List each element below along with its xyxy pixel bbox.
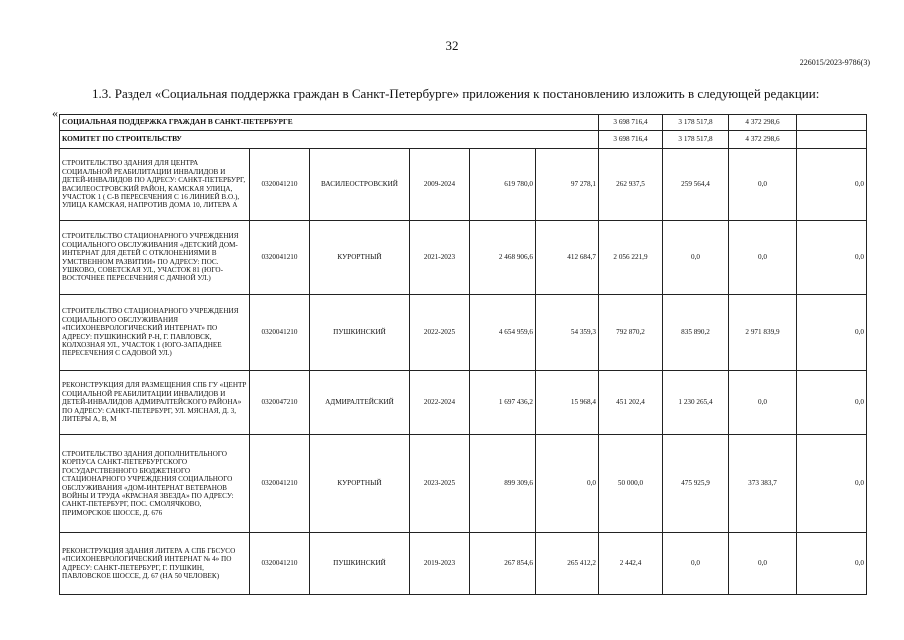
year-3-amount: 2 971 839,9: [729, 295, 797, 371]
district: КУРОРТНЫЙ: [310, 435, 410, 533]
year-1-amount: 451 202,4: [599, 371, 663, 435]
period: 2023-2025: [410, 435, 470, 533]
year-1-amount: 792 870,2: [599, 295, 663, 371]
budget-code: 0320041210: [250, 149, 310, 221]
object-name: СТРОИТЕЛЬСТВО ЗДАНИЯ ДЛЯ ЦЕНТРА СОЦИАЛЬНОЙ РЕАБИЛИТАЦИИ ИНВАЛИДОВ И ДЕТЕЙ-ИНВАЛИДОВ ПО АДРЕСУ: САНКТ-ПЕТЕРБУРГ, ВАСИЛЕОСТРОВСКИЙ РАЙОН, КАМСКАЯ УЛИЦА, УЧАСТОК 1 ( С-В ПЕРЕСЕЧЕНИЯ С 16 ЛИНИЕЙ В.О.), УЛИЦА КАМСКАЯ, НАПРОТИВ ДОМА 10, ЛИТЕРА А: [60, 149, 250, 221]
budget-code: 0320041210: [250, 295, 310, 371]
committee-total-3: 4 372 298,6: [729, 131, 797, 149]
year-3-amount: 0,0: [729, 149, 797, 221]
table-row: [60, 221, 867, 295]
year-1-amount: 50 000,0: [599, 435, 663, 533]
prior-funding: 54 359,3: [536, 295, 599, 371]
section-row: [60, 115, 867, 131]
intro-text: 1.3. Раздел «Социальная поддержка граждан в Санкт-Петербурге» приложения к постановлению изложить в следующей редакции:: [92, 86, 820, 101]
period: 2009-2024: [410, 149, 470, 221]
table-row: [60, 149, 867, 221]
budget-code: 0320041210: [250, 435, 310, 533]
district: ПУШКИНСКИЙ: [310, 295, 410, 371]
page-number: 32: [445, 38, 459, 53]
budget-code: 0320047210: [250, 371, 310, 435]
year-4-amount: 0,0: [797, 221, 867, 295]
prior-funding: 412 684,7: [536, 221, 599, 295]
committee-total-4: [797, 131, 867, 149]
estimated-cost: 4 654 959,6: [470, 295, 536, 371]
period: 2021-2023: [410, 221, 470, 295]
prior-funding: 0,0: [536, 435, 599, 533]
district: ВАСИЛЕОСТРОВСКИЙ: [310, 149, 410, 221]
year-2-amount: 835 890,2: [663, 295, 729, 371]
period: 2022-2025: [410, 295, 470, 371]
year-3-amount: 373 383,7: [729, 435, 797, 533]
year-4-amount: 0,0: [797, 435, 867, 533]
prior-funding: 265 412,2: [536, 533, 599, 595]
year-2-amount: 259 564,4: [663, 149, 729, 221]
section-total-2: 3 178 517,8: [663, 115, 729, 131]
committee-row: [60, 131, 867, 149]
investment-table: [59, 114, 867, 595]
year-2-amount: 0,0: [663, 533, 729, 595]
estimated-cost: 1 697 436,2: [470, 371, 536, 435]
year-2-amount: 475 925,9: [663, 435, 729, 533]
period: 2022-2024: [410, 371, 470, 435]
object-name: СТРОИТЕЛЬСТВО СТАЦИОНАРНОГО УЧРЕЖДЕНИЯ СОЦИАЛЬНОГО ОБСЛУЖИВАНИЯ «ДЕТСКИЙ ДОМ-ИНТЕРНАТ ДЛЯ ДЕТЕЙ С ОТКЛОНЕНИЯМИ В УМСТВЕННОМ РАЗВИТИИ» ПО АДРЕСУ: ПОС. УШКОВО, СОВЕТСКАЯ УЛ., УЧАСТОК 81 (ЮГО-ВОСТОЧНЕЕ ПЕРЕСЕЧЕНИЯ С ДАЧНОЙ УЛ.): [60, 221, 250, 295]
table-row: [60, 435, 867, 533]
section-total-1: 3 698 716,4: [599, 115, 663, 131]
district: ПУШКИНСКИЙ: [310, 533, 410, 595]
year-2-amount: 1 230 265,4: [663, 371, 729, 435]
district: КУРОРТНЫЙ: [310, 221, 410, 295]
estimated-cost: 899 309,6: [470, 435, 536, 533]
year-1-amount: 2 056 221,9: [599, 221, 663, 295]
estimated-cost: 267 854,6: [470, 533, 536, 595]
budget-code: 0320041210: [250, 221, 310, 295]
section-total-4: [797, 115, 867, 131]
year-1-amount: 262 937,5: [599, 149, 663, 221]
estimated-cost: 619 780,0: [470, 149, 536, 221]
section-total-3: 4 372 298,6: [729, 115, 797, 131]
section-title: СОЦИАЛЬНАЯ ПОДДЕРЖКА ГРАЖДАН В САНКТ-ПЕТЕРБУРГЕ: [60, 115, 599, 131]
year-4-amount: 0,0: [797, 295, 867, 371]
district: АДМИРАЛТЕЙСКИЙ: [310, 371, 410, 435]
prior-funding: 15 968,4: [536, 371, 599, 435]
year-3-amount: 0,0: [729, 371, 797, 435]
year-4-amount: 0,0: [797, 371, 867, 435]
year-3-amount: 0,0: [729, 221, 797, 295]
object-name: РЕКОНСТРУКЦИЯ ДЛЯ РАЗМЕЩЕНИЯ СПБ ГУ «ЦЕНТР СОЦИАЛЬНОЙ РЕАБИЛИТАЦИИ ИНВАЛИДОВ И ДЕТЕЙ-ИНВАЛИДОВ АДМИРАЛТЕЙСКОГО РАЙОНА» ПО АДРЕСУ: САНКТ-ПЕТЕРБУРГ, УЛ. МЯСНАЯ, Д. 3, ЛИТЕРЫ А, В, М: [60, 371, 250, 435]
year-2-amount: 0,0: [663, 221, 729, 295]
object-name: СТРОИТЕЛЬСТВО СТАЦИОНАРНОГО УЧРЕЖДЕНИЯ СОЦИАЛЬНОГО ОБСЛУЖИВАНИЯ «ПСИХОНЕВРОЛОГИЧЕСКИЙ ИНТЕРНАТ» ПО АДРЕСУ: ПУШКИНСКИЙ Р-Н, Г. ПАВЛОВСК, КОЛХОЗНАЯ УЛ., УЧАСТОК 1 (ЮГО-ЗАПАДНЕЕ ПЕРЕСЕЧЕНИЯ С САДОВОЙ УЛ.): [60, 295, 250, 371]
budget-code: 0320041210: [250, 533, 310, 595]
table-row: [60, 533, 867, 595]
object-name: СТРОИТЕЛЬСТВО ЗДАНИЯ ДОПОЛНИТЕЛЬНОГО КОРПУСА САНКТ-ПЕТЕРБУРГСКОГО ГОСУДАРСТВЕННОГО БЮДЖЕТНОГО СТАЦИОНАРНОГО УЧРЕЖДЕНИЯ СОЦИАЛЬНОГО ОБСЛУЖИВАНИЯ «ДОМ-ИНТЕРНАТ ВЕТЕРАНОВ ВОЙНЫ И ТРУДА «КРАСНАЯ ЗВЕЗДА» ПО АДРЕСУ: САНКТ-ПЕТЕРБУРГ, ПОС. СМОЛЯЧКОВО, ПРИМОРСКОЕ ШОССЕ, Д. 676: [60, 435, 250, 533]
year-1-amount: 2 442,4: [599, 533, 663, 595]
period: 2019-2023: [410, 533, 470, 595]
table-row: [60, 371, 867, 435]
table-row: [60, 295, 867, 371]
prior-funding: 97 278,1: [536, 149, 599, 221]
object-name: РЕКОНСТРУКЦИЯ ЗДАНИЯ ЛИТЕРА А СПБ ГБСУСО «ПСИХОНЕВРОЛОГИЧЕСКИЙ ИНТЕРНАТ № 4» ПО АДРЕСУ: САНКТ-ПЕТЕРБУРГ, Г. ПУШКИН, ПАВЛОВСКОЕ ШОССЕ, Д. 67 (НА 50 ЧЕЛОВЕК): [60, 533, 250, 595]
committee-total-2: 3 178 517,8: [663, 131, 729, 149]
year-4-amount: 0,0: [797, 149, 867, 221]
quote-mark: «: [52, 106, 58, 120]
estimated-cost: 2 468 906,6: [470, 221, 536, 295]
committee-total-1: 3 698 716,4: [599, 131, 663, 149]
year-4-amount: 0,0: [797, 533, 867, 595]
year-3-amount: 0,0: [729, 533, 797, 595]
committee-title: КОМИТЕТ ПО СТРОИТЕЛЬСТВУ: [60, 131, 599, 149]
document-code: 226015/2023-9786(3): [799, 58, 870, 67]
